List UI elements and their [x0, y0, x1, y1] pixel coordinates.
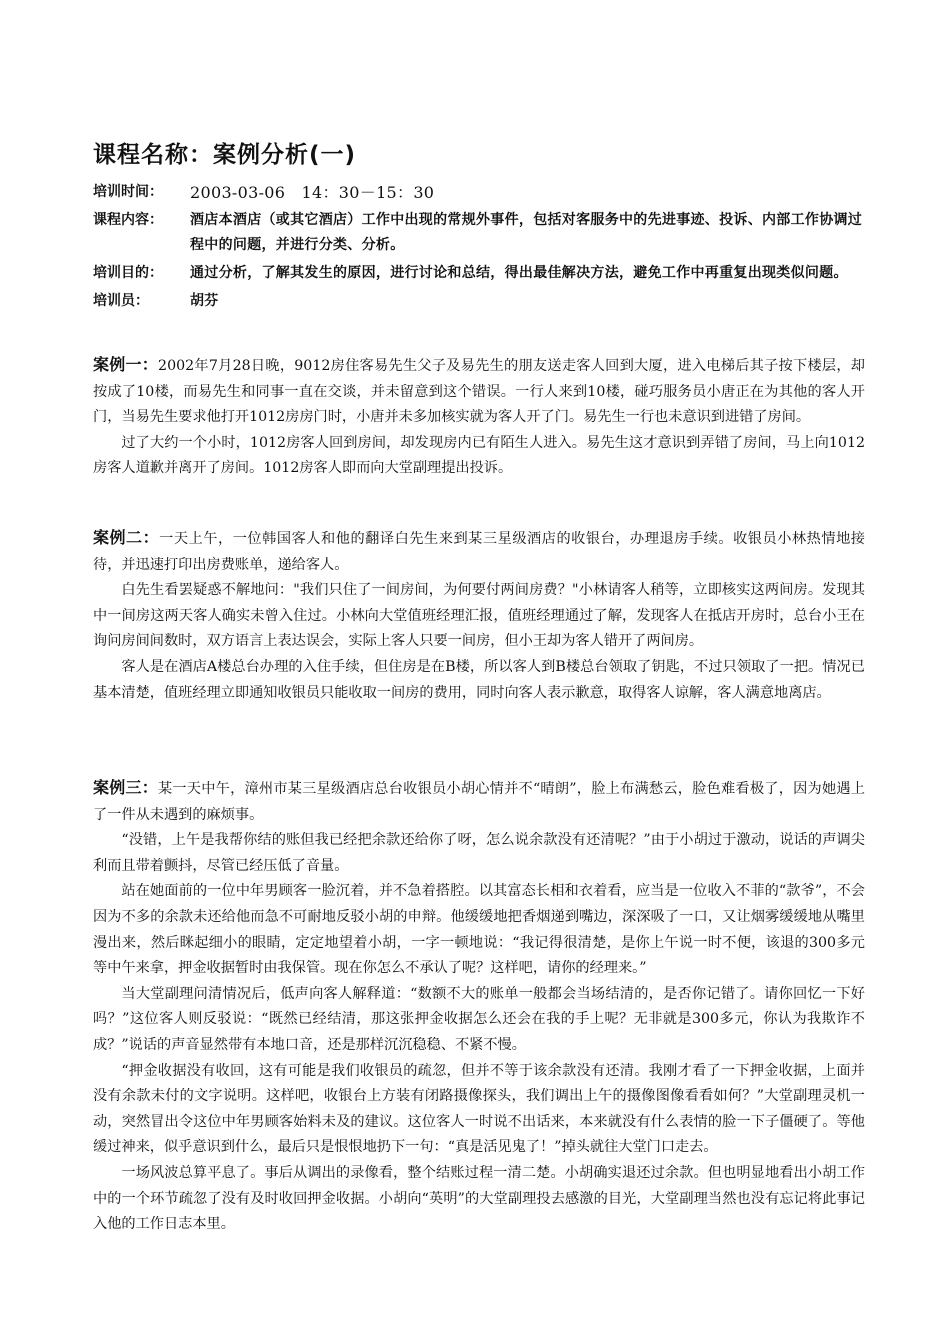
course-title: 课程名称：案例分析(一)	[93, 142, 357, 168]
case-one	[93, 352, 865, 482]
trainer-row	[93, 289, 873, 314]
training-time-row	[93, 180, 873, 205]
course-content-label: 课程内容：	[93, 212, 163, 228]
case-three	[93, 775, 865, 1238]
case-paragraph: 白先生看罢疑惑不解地问："我们只住了一间房间，为何要付两间房费？"小林请客人稍等，立即核实这两间房。发现其中一间房这两天客人确实未曾入住过。小林向大堂值班经理汇报，值班经理通过了解，发现客人在抵店开房时，总台小王在询问房间间数时，双方语言上表达误会，实际上客人只要一间房，但小王却为客人错开了两间房。	[93, 582, 865, 650]
training-purpose-label: 培训目的：	[93, 265, 163, 281]
case-text: 一天上午，一位韩国客人和他的翻译白先生来到某三星级酒店的收银台，办理退房手续。收银员小林热情地接待，并迅速打印出房费账单，递给客人。	[93, 531, 865, 573]
case-paragraph: 当大堂副理问清情况后，低声向客人解释道：“数额不大的账单一般都会当场结清的，是否你记错了。请你回忆一下好吗？”这位客人则反驳说：“既然已经结清，那这张押金收据怎么还会在我的手上呢？无非就是300多元，你认为我欺诈不成？”说话的声音显然带有本地口音，还是那样沉沉稳稳、不紧不慢。	[93, 985, 865, 1053]
case-text: 2002年7月28日晚，9012房住客易先生父子及易先生的朋友送走客人回到大厦，进入电梯后其子按下楼层，却按成了10楼，而易先生和同事一直在交谈，并未留意到这个错误。一行人来到10楼，碰巧服务员小唐正在为其他的客人开门，当易先生要求他打开1012房房门时，小唐并未多加核实就为客人开了门。易先生一行也未意识到进错了房间。	[93, 358, 865, 426]
training-purpose-value: 通过分析，了解其发生的原因，进行讨论和总结，得出最佳解决方法，避免工作中再重复出现类似问题。	[190, 265, 848, 281]
trainer-value: 胡芬	[190, 293, 219, 309]
case-paragraph: 站在她面前的一位中年男顾客一脸沉着，并不急着搭腔。以其富态长相和衣着看，应当是一位收入不菲的“款爷”，不会因为不多的余款未还给他而急不可耐地反驳小胡的申辩。他缓缓地把香烟递到嘴边，深深吸了一口，又让烟雾缓缓地从嘴里漫出来，然后眯起细小的眼睛，定定地望着小胡，一字一顿地说：“我记得很清楚，是你上午说一时不便，该退的300多元等中午来拿，押金收据暂时由我保管。现在你怎么不承认了呢？这样吧，请你的经理来。”	[93, 883, 865, 977]
case-paragraph: “押金收据没有收回，这有可能是我们收银员的疏忽，但并不等于该余款没有还清。我刚才看了一下押金收据，上面并没有余款未付的文字说明。这样吧，收银台上方装有闭路摄像探头，我们调出上午的摄像图像看看如何？”大堂副理灵机一动，突然冒出令这位中年男顾客始料未及的建议。这位客人一时说不出话来，本来就没有什么表情的脸一下子僵硬了。等他缓过神来，似乎意识到什么，最后只是恨恨地扔下一句：“真是活见鬼了！”掉头就往大堂门口走去。	[93, 1062, 865, 1156]
case-text: 某一天中午，漳州市某三星级酒店总台收银员小胡心情并不“晴朗”，脸上布满愁云，脸色难看极了，因为她遇上了一件从未遇到的麻烦事。	[93, 781, 865, 823]
training-time-label: 培训时间：	[93, 184, 163, 200]
case-first-paragraph	[93, 775, 865, 828]
course-meta	[93, 180, 873, 317]
case-two	[93, 525, 865, 706]
course-content-value: 酒店本酒店（或其它酒店）工作中出现的常规外事件，包括对客服务中的先进事迹、投诉、内部工作协调过程中的问题，并进行分类、分析。	[190, 212, 863, 253]
training-purpose-row	[93, 261, 873, 286]
case-paragraph: “没错，上午是我帮你结的账但我已经把余款还给你了呀，怎么说余款没有还清呢？”由于小胡过于激动，说话的声调尖利而且带着颤抖，尽管已经压低了音量。	[93, 832, 865, 874]
course-content-row	[93, 208, 873, 258]
case-first-paragraph	[93, 352, 865, 431]
case-paragraph: 过了大约一个小时，1012房客人回到房间，却发现房内已有陌生人进入。易先生这才意识到弄错了房间，马上向1012房客人道歉并离开了房间。1012房客人即而向大堂副理提出投诉。	[93, 434, 865, 477]
trainer-label: 培训员：	[93, 293, 149, 309]
training-time-value: 2003-03-06 14：30－15：30	[190, 183, 435, 202]
case-first-paragraph	[93, 525, 865, 578]
case-paragraph: 客人是在酒店A楼总台办理的入住手续，但住房是在B楼，所以客人到B楼总台领取了钥匙，不过只领取了一把。情况已基本清楚，值班经理立即通知收银员只能收取一间房的费用，同时向客人表示歉意，取得客人谅解，客人满意地离店。	[93, 658, 865, 701]
case-label: 案例三：	[93, 778, 158, 797]
case-label: 案例一：	[93, 355, 159, 374]
case-label: 案例二：	[93, 528, 160, 547]
case-paragraph: 一场风波总算平息了。事后从调出的录像看，整个结账过程一清二楚。小胡确实退还过余款。但也明显地看出小胡工作中的一个环节疏忽了没有及时收回押金收据。小胡向“英明”的大堂副理投去感激的目光，大堂副理当然也没有忘记将此事记入他的工作日志本里。	[93, 1164, 865, 1233]
